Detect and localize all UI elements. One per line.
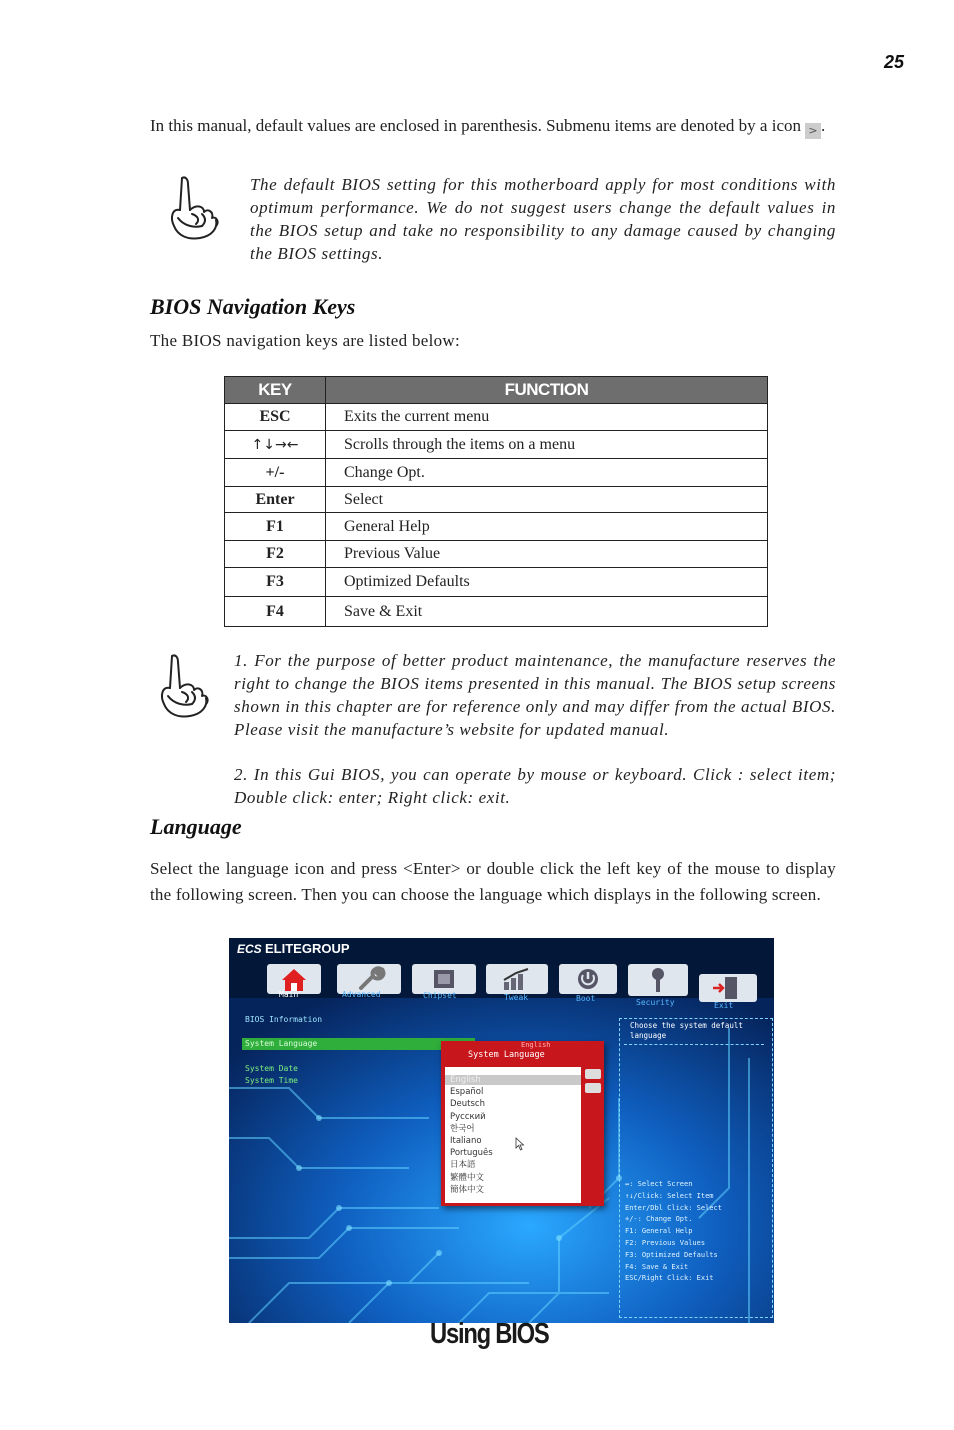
key-help-line: F3: Optimized Defaults	[625, 1250, 718, 1259]
intro-after-icon: .	[821, 116, 826, 135]
language-popup	[441, 1041, 604, 1206]
menu-boot[interactable]	[559, 964, 617, 994]
key-cell: F2	[225, 541, 326, 568]
language-heading: Language	[150, 814, 242, 839]
language-option[interactable]: Deutsch	[450, 1099, 485, 1110]
function-cell: Save & Exit	[326, 597, 768, 627]
default-settings-note: The default BIOS setting for this motherboard apply for most conditions with optimum performance. We do not suggest users change the default values in the BIOS setup and take no responsibility to any damage caused by changing the BIOS settings.	[250, 175, 836, 263]
table-row	[225, 513, 768, 541]
language-option[interactable]: Português	[450, 1148, 493, 1159]
table-row	[225, 597, 768, 627]
menu-chipset[interactable]	[412, 964, 476, 994]
popup-title: System Language	[468, 1050, 545, 1060]
key-icon	[628, 964, 688, 996]
function-cell: General Help	[326, 513, 768, 541]
menu-label-exit: Exit	[714, 1001, 734, 1010]
language-option[interactable]: Italiano	[450, 1136, 482, 1147]
menu-label-chipset: Chipset	[423, 991, 457, 1000]
gui-bios-note: 2. In this Gui BIOS, you can operate by mouse or keyboard. Click : select item; Double click: enter; Right click: exit.	[234, 765, 836, 807]
table-row	[225, 459, 768, 487]
menu-exit[interactable]	[699, 974, 757, 1002]
function-cell: Scrolls through the items on a menu	[326, 431, 768, 459]
pointing-hand-icon	[156, 652, 214, 722]
nav-keys-intro: The BIOS navigation keys are listed below:	[150, 331, 461, 350]
system-time-item[interactable]: System Time	[245, 1076, 298, 1085]
bios-information-label: BIOS Information	[245, 1015, 323, 1024]
page-number: 25	[884, 52, 905, 72]
maintenance-note: 1. For the purpose of better product maintenance, the manufacture reserves the right to change the BIOS items presented in this manual. The BIOS setup screens shown in this chapter are for reference only and may differ from the actual BIOS. Please visit the manufacture’s website for updated manual.	[234, 651, 836, 739]
key-cell: F1	[225, 513, 326, 541]
key-help-list	[625, 1179, 722, 1285]
function-cell: Select	[326, 487, 768, 513]
nav-keys-heading: BIOS Navigation Keys	[150, 294, 356, 319]
key-cell: ESC	[225, 404, 326, 431]
power-icon	[559, 964, 617, 994]
key-help-line: ↑↓/Click: Select Item	[625, 1191, 714, 1200]
mouse-cursor-icon	[515, 1137, 525, 1151]
footer-title: Using BIOS	[430, 1318, 549, 1350]
key-help-line: ↔: Select Screen	[625, 1180, 693, 1188]
language-option[interactable]: English	[450, 1075, 481, 1085]
system-language-item[interactable]: System Language	[242, 1038, 475, 1050]
intro-text: In this manual, default values are enclosed in parenthesis. Submenu items are denoted by a icon	[150, 116, 801, 135]
popup-scroll-tab[interactable]	[585, 1083, 601, 1093]
chip-icon	[412, 964, 476, 994]
function-column-header: FUNCTION	[326, 377, 768, 404]
language-paragraph: Select the language icon and press <Enter> or double click the left key of the mouse to display the following screen. Then you can choose the language which displays in the following screen.	[150, 859, 836, 904]
language-list	[445, 1067, 581, 1203]
function-cell: Change Opt.	[326, 459, 768, 487]
language-option[interactable]: 한국어	[450, 1123, 475, 1134]
function-cell: Exits the current menu	[326, 404, 768, 431]
key-help-line: Enter/Dbl Click: Select	[625, 1203, 722, 1212]
popup-behind-text: English	[521, 1041, 551, 1049]
language-option[interactable]: 繁體中文	[450, 1172, 485, 1183]
key-cell: F3	[225, 568, 326, 597]
intro-paragraph	[150, 114, 836, 139]
table-row	[225, 431, 768, 459]
language-option[interactable]: 簡体中文	[450, 1184, 485, 1195]
menu-label-main: Main	[279, 990, 299, 999]
key-help-line: +/-: Change Opt.	[625, 1215, 693, 1224]
help-panel	[619, 1018, 773, 1318]
ecs-logo: ECS	[237, 942, 262, 956]
menu-security[interactable]	[628, 964, 688, 996]
key-cell: ↑↓→←	[225, 431, 326, 459]
table-row	[225, 541, 768, 568]
system-date-item[interactable]: System Date	[245, 1064, 298, 1073]
table-row	[225, 404, 768, 431]
language-option[interactable]: 日本語	[450, 1160, 476, 1171]
nav-keys-table	[224, 376, 768, 627]
function-cell: Optimized Defaults	[326, 568, 768, 597]
table-row	[225, 568, 768, 597]
popup-scroll-tab[interactable]	[585, 1069, 601, 1079]
chart-icon	[486, 964, 548, 994]
pointing-hand-icon	[166, 174, 224, 244]
key-column-header: KEY	[225, 377, 326, 404]
menu-label-tweak: Tweak	[504, 993, 529, 1002]
menu-label-advanced: Advanced	[342, 990, 381, 999]
language-options	[450, 1074, 493, 1196]
key-cell: Enter	[225, 487, 326, 513]
exit-door-icon	[699, 974, 757, 1002]
brand-name: ELITEGROUP	[265, 941, 350, 956]
menu-label-security: Security	[636, 998, 675, 1007]
bios-language-screenshot	[229, 938, 774, 1323]
key-cell: F4	[225, 597, 326, 627]
key-cell: +/-	[225, 459, 326, 487]
menu-label-boot: Boot	[576, 994, 596, 1003]
key-help-line: ESC/Right Click: Exit	[625, 1274, 714, 1283]
help-description: Choose the system default language	[630, 1021, 743, 1040]
menu-tweak[interactable]	[486, 964, 548, 994]
key-help-line: F4: Save & Exit	[625, 1262, 689, 1271]
language-option[interactable]: Русский	[450, 1111, 486, 1122]
key-help-line: F1: General Help	[625, 1227, 693, 1236]
table-header-row	[225, 377, 768, 404]
language-option[interactable]: Español	[450, 1087, 484, 1098]
submenu-arrow-icon: >	[805, 123, 821, 139]
help-divider	[624, 1044, 764, 1045]
table-row	[225, 487, 768, 513]
function-cell: Previous Value	[326, 541, 768, 568]
key-help-line: F2: Previous Values	[625, 1238, 706, 1247]
